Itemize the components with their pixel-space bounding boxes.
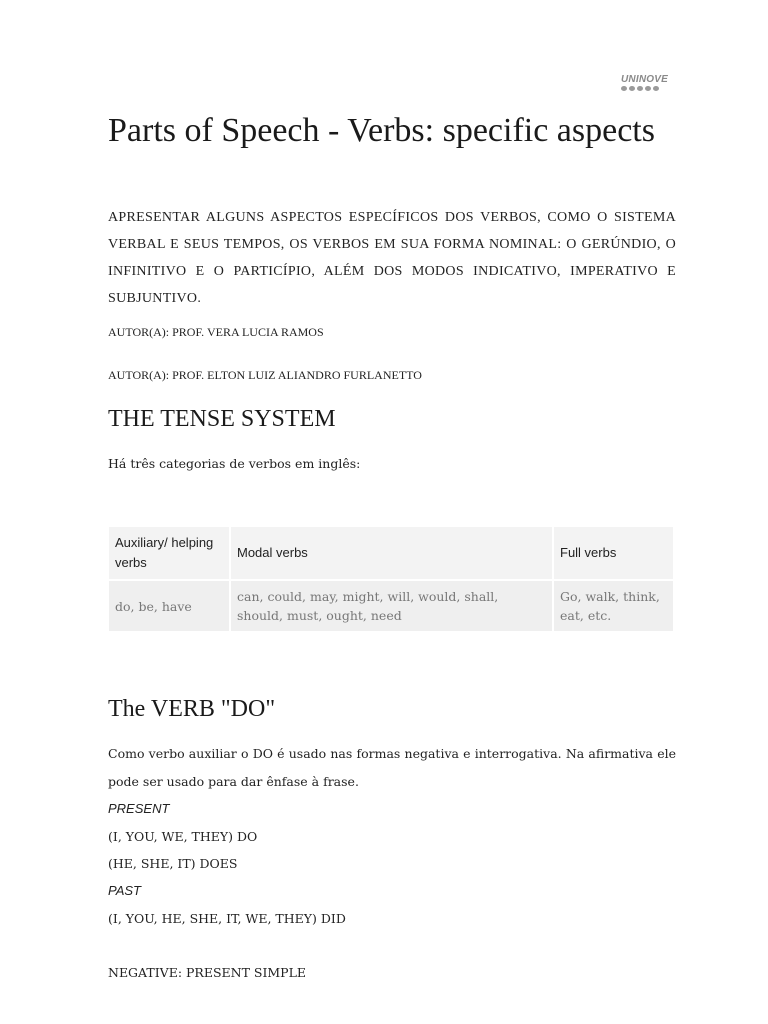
author-2: AUTOR(A): PROF. ELTON LUIZ ALIANDRO FURLANETTO — [108, 368, 422, 382]
table-cell: Go, walk, think, eat, etc. — [554, 581, 673, 631]
label-past: PAST — [108, 883, 141, 898]
label-present: PRESENT — [108, 801, 170, 816]
verb-do-paragraph: Como verbo auxiliar o DO é usado nas formas negativa e interrogativa. Na afirmativa ele pode ser usado para dar ênfase à frase. — [108, 746, 676, 789]
section-intro: Há três categorias de verbos em inglês: — [108, 456, 361, 471]
summary-text: APRESENTAR ALGUNS ASPECTOS ESPECÍFICOS DOS VERBOS, COMO O SISTEMA VERBAL E SEUS TEMPOS, OS VERBOS EM SUA FORMA NOMINAL: O GERÚNDIO, O INFINITIVO E O PARTICÍPIO, ALÉM DOS MODOS INDICATIVO, IMPERATIVO E SUBJUNTIVO. — [108, 210, 676, 306]
conjugation-line: (I, YOU, WE, THEY) DO — [108, 829, 258, 844]
table-cell: can, could, may, might, will, would, shall, should, must, ought, need — [231, 581, 552, 631]
table-header-cell: Auxiliary/ helping verbs — [109, 527, 229, 579]
section-heading-verb-do: The VERB "DO" — [108, 696, 276, 722]
conjugation-line: (HE, SHE, IT) DOES — [108, 856, 238, 871]
uninove-logo — [621, 74, 673, 92]
author-1: AUTOR(A): PROF. VERA LUCIA RAMOS — [108, 325, 324, 339]
negative-heading: NEGATIVE: PRESENT SIMPLE — [108, 965, 307, 980]
table-cell: do, be, have — [109, 581, 229, 631]
table-header-cell: Full verbs — [554, 527, 673, 579]
section-heading-tense-system: THE TENSE SYSTEM — [108, 406, 336, 432]
verb-categories-table — [107, 525, 675, 633]
logo-text: UNINOVE — [621, 74, 668, 85]
page-title: Parts of Speech - Verbs: specific aspects — [108, 112, 655, 149]
conjugation-line: (I, YOU, HE, SHE, IT, WE, THEY) DID — [108, 911, 346, 926]
logo-dots — [621, 86, 673, 91]
table-row — [109, 581, 673, 631]
table-header-cell: Modal verbs — [231, 527, 552, 579]
table-header-row — [109, 527, 673, 579]
